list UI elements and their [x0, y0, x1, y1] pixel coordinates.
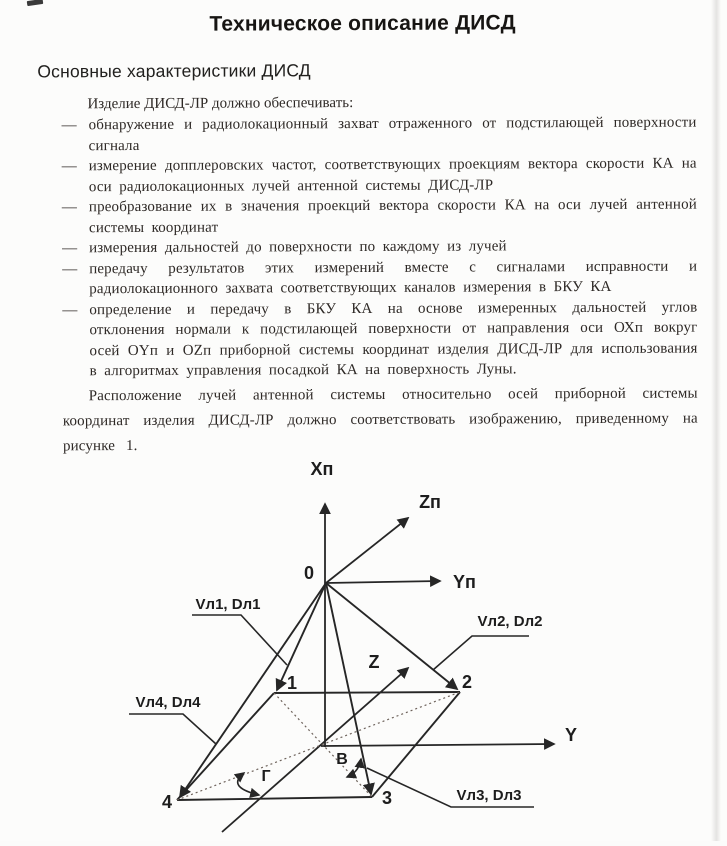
callout-beam4-leader — [129, 714, 216, 744]
origin-label: 0 — [303, 563, 315, 583]
axis-z-label: Z — [368, 652, 380, 672]
bullet-dash: — — [61, 199, 77, 216]
point-4-label: 4 — [161, 792, 173, 812]
axis-zp-label: Zп — [419, 492, 441, 512]
bullet-item — [62, 154, 697, 198]
callout-beam2-label: Vл2, Dл2 — [477, 613, 543, 630]
axis-zp-line — [326, 518, 408, 583]
axes-group — [222, 504, 554, 832]
intro-paragraph: Изделие ДИСД-ЛР должно обеспечивать: — [87, 95, 354, 113]
edge-1-2 — [274, 692, 460, 693]
axis-y-label: Y — [565, 725, 578, 745]
bullet-item — [62, 256, 697, 300]
callout-beam3-label: Vл3, Dл3 — [456, 787, 522, 804]
point-3-label: 3 — [381, 788, 393, 808]
angle-gamma-arc — [238, 773, 259, 795]
section-heading: Основные характеристики ДИСД — [37, 60, 311, 82]
beam-1-line — [277, 583, 326, 690]
point-2-label: 2 — [461, 672, 473, 692]
figure-1 — [0, 450, 727, 841]
axis-y-line — [321, 744, 554, 746]
bullet-item — [62, 195, 697, 239]
angle-beta-arc — [347, 759, 361, 777]
bullet-text: передачу результатов этих измерений вместе с сигналами исправности и радиолокационного захвата соответствующих каналов измерения в БКУ КА — [89, 258, 698, 298]
bullet-list — [62, 113, 698, 382]
page-title: Техническое описание ДИСД — [209, 11, 516, 36]
bullet-dash: — — [62, 260, 78, 277]
callout-beam4-label: Vл4, Dл4 — [135, 694, 201, 711]
bullet-dash: — — [61, 117, 77, 134]
bullet-text: измерения дальностей до поверхности по каждому из лучей — [89, 238, 507, 257]
callout-beam1-label: Vл1, Dл1 — [195, 596, 261, 613]
edge-4-3 — [177, 797, 372, 800]
bullet-dash: — — [62, 301, 78, 318]
bullet-item — [62, 297, 697, 382]
bullet-item — [62, 236, 697, 259]
bullet-item — [62, 113, 697, 157]
callout-lines-group — [129, 615, 534, 807]
callout-beam1-leader — [192, 615, 287, 665]
bullet-text: измерение допплеровских частот, соответствующих проекциям вектора скорости КА на оси радиолокационных лучей антенной системы ДИСД-ЛР — [88, 155, 697, 195]
point-1-label: 1 — [286, 673, 298, 693]
axis-xp-label: Хп — [310, 459, 334, 479]
angle-gamma-label: Г — [261, 768, 271, 785]
bullet-text: определение и передачу в БКУ КА на основе измеренных дальностей углов отклонения нормали к подстилающей поверхности от направления оси ОХп вокруг осей ОYп и ОZп приборной системы координат изделия ДИСД-ЛР для использования в алгоритмах управления посадкой КА на поверхность Луны. — [89, 299, 698, 380]
beam-geometry-diagram — [0, 450, 727, 841]
angle-beta-label: В — [336, 751, 348, 768]
callout-beam2-leader — [433, 636, 529, 670]
bullet-dash: — — [61, 158, 77, 175]
bullet-dash: — — [62, 240, 78, 257]
axis-yp-label: Yп — [453, 572, 476, 592]
bullet-text: преобразование их в значения проекций вектора скорости КА на оси лучей антенной системы координат — [88, 196, 697, 236]
bullet-text: обнаружение и радиолокационный захват отраженного от подстилающей поверхности сигнала — [88, 114, 697, 154]
axis-yp-line — [326, 581, 440, 583]
closing-paragraph: Расположение лучей антенной системы относительно осей приборной системы координат изделия ДИСД-ЛР должно соответствовать изображению, приведенному на рисунке 1. — [62, 385, 698, 454]
